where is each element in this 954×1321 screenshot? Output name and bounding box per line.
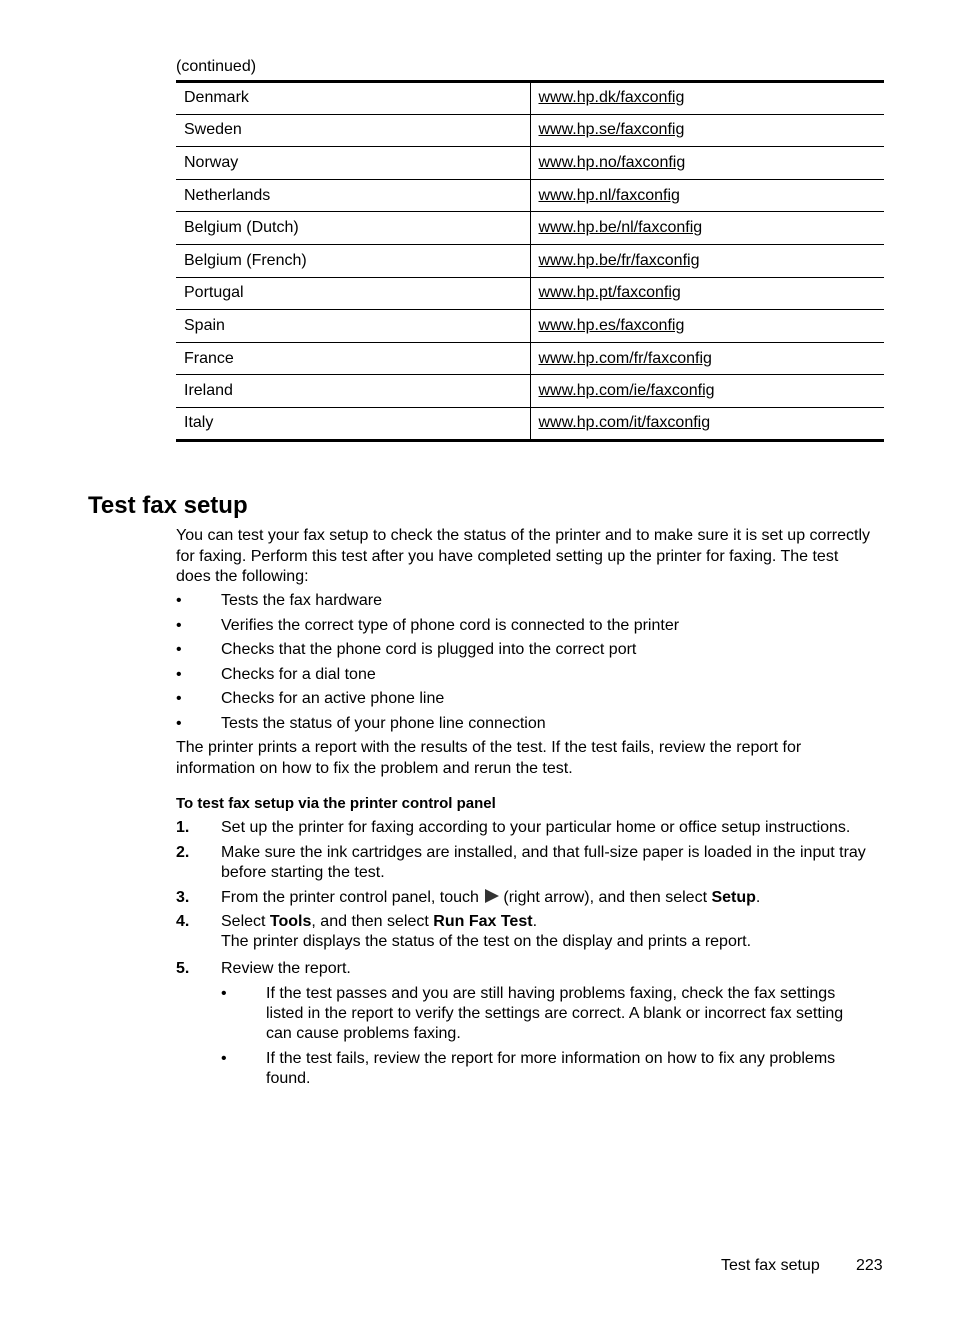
table-row — [176, 147, 884, 180]
list-item: • Checks for a dial tone — [176, 665, 376, 683]
country-cell: France — [176, 342, 530, 375]
step-text: Select Tools, and then select Run Fax Test. The printer displays the status of the test on the display and prints a report. — [221, 913, 752, 950]
bullet-marker: • — [176, 641, 182, 658]
intro-paragraph: You can test your fax setup to check the status of the printer and to make sure it is set up correctly for faxing. Perform this test after you have completed setting up the printer for faxing. The test does the following: — [176, 527, 870, 585]
country-cell: Sweden — [176, 114, 530, 147]
footer-section-title: Test fax setup — [721, 1257, 820, 1274]
step-number: 2. — [176, 844, 190, 861]
list-item: • Checks that the phone cord is plugged into the correct port — [176, 641, 637, 658]
faxconfig-link[interactable]: www.hp.com/ie/faxconfig — [538, 382, 715, 400]
step-number: 3. — [176, 889, 190, 906]
country-cell: Belgium (French) — [176, 244, 530, 277]
step-text: Review the report. — [221, 960, 351, 977]
step-number: 1. — [176, 819, 190, 836]
step-text: Set up the printer for faxing according to your particular home or office setup instructions. — [221, 819, 851, 836]
table-row — [176, 375, 884, 408]
bullet-marker: • — [176, 592, 182, 609]
bullet-marker: • — [221, 985, 227, 1002]
bullet-marker: • — [176, 665, 182, 683]
bullet-marker: • — [176, 714, 182, 732]
country-cell: Norway — [176, 147, 530, 180]
country-cell: Portugal — [176, 277, 530, 310]
right-arrow-icon — [485, 889, 499, 903]
country-cell: Spain — [176, 310, 530, 343]
table-row — [176, 244, 884, 277]
page-number: 223 — [856, 1257, 883, 1274]
continued-label: (continued) — [176, 58, 257, 75]
list-item: • Tests the status of your phone line connection — [176, 714, 546, 732]
step-text: Make sure the ink cartridges are installed, and that full-size paper is loaded in the input tray before starting the test. — [221, 844, 866, 881]
table-row — [176, 407, 884, 440]
faxconfig-link[interactable]: www.hp.com/it/faxconfig — [538, 414, 711, 432]
bullet-marker: • — [176, 690, 182, 707]
faxconfig-link[interactable]: www.hp.es/faxconfig — [538, 316, 685, 334]
bullet-marker: • — [176, 616, 182, 634]
country-cell: Belgium (Dutch) — [176, 212, 530, 245]
manual-page: (continued) Denmark www.hp.dk/faxconfig Sweden www.hp.se/faxconfig Norway www.hp.no/faxconfig Netherlands www.hp.nl/faxconfig Belgium (Dutch) www.hp.be/nl/faxconfig Belgium (French) www.hp.be/fr/faxconfig Portugal www.hp.pt/faxconfig Spain www.hp.es/faxconfig France www.hp.com/fr/faxconfig Ireland www.hp.com/ie/faxconfig Italy www.hp.com/it/faxconfig Test fax setup You can test your fax setup to check the status of the printer and to make sure it is set up correctly for faxing. Perform this test after you have completed setting up the printer for faxing. The test does the following: • Tests the fax hardware • Verifies the correct type of phone cord is connected to the printer • Checks that the phone cord is plugged into the correct port • Checks for a dial tone • Checks for an active phone line • Tests the status of your phone line connection The printer prints a report with the results of the test. If the test fails, review the report for information on how to fix the problem and rerun the test. To test fax setup via the printer control panel 1. Set up the printer for faxing according to your particular home or office setup instructions. 2. Make sure the ink cartridges are installed, and that full-size paper is loaded in the input tray before starting the test. 3. From the printer control panel, touch (right arrow), and then select Setup. 4. Select Tools, and then select Run Fax Test. The printer displays the status of the test on the display and prints a report. 5. Review the report. • If the test passes and you are still having problems faxing, check the fax settings listed in the report to verify the settings are correct. A blank or incorrect fax setting can cause problems faxing. • If the test fails, review the report for more information on how to fix any problems found. Test fax setup 223 — [88, 58, 883, 1274]
faxconfig-link[interactable]: www.hp.dk/faxconfig — [538, 89, 685, 107]
step-text: From the printer control panel, touch (right arrow), and then select Setup. — [221, 889, 761, 906]
section-title: Test fax setup — [88, 492, 248, 519]
fax-config-table-wrapper — [176, 80, 884, 442]
faxconfig-link[interactable]: www.hp.se/faxconfig — [538, 121, 685, 139]
faxconfig-link[interactable]: www.hp.be/nl/faxconfig — [538, 219, 703, 237]
step-number: 4. — [176, 913, 190, 930]
list-item: • Verifies the correct type of phone cord is connected to the printer — [176, 616, 680, 634]
country-cell: Denmark — [176, 82, 530, 115]
table-row — [176, 212, 884, 245]
table-row — [176, 179, 884, 212]
table-row — [176, 82, 884, 115]
table-row — [176, 114, 884, 147]
faxconfig-link[interactable]: www.hp.pt/faxconfig — [538, 284, 681, 302]
country-cell: Italy — [176, 407, 530, 440]
table-row — [176, 310, 884, 343]
faxconfig-link[interactable]: www.hp.com/fr/faxconfig — [538, 349, 712, 367]
table-row — [176, 277, 884, 310]
step-note: The printer displays the status of the test on the display and prints a report. — [221, 933, 752, 950]
country-cell: Ireland — [176, 375, 530, 408]
list-item: • Tests the fax hardware — [176, 592, 382, 609]
step-number: 5. — [176, 960, 190, 977]
country-cell: Netherlands — [176, 179, 530, 212]
test-checks-list — [176, 591, 876, 738]
list-item: • Checks for an active phone line — [176, 690, 445, 707]
procedure-title: To test fax setup via the printer control panel — [176, 795, 496, 812]
faxconfig-link[interactable]: www.hp.be/fr/faxconfig — [538, 251, 700, 269]
faxconfig-link[interactable]: www.hp.nl/faxconfig — [538, 186, 680, 204]
bullet-marker: • — [221, 1050, 227, 1067]
faxconfig-link[interactable]: www.hp.no/faxconfig — [538, 153, 686, 171]
fax-config-table — [176, 80, 884, 442]
result-paragraph: The printer prints a report with the results of the test. If the test fails, review the report for information on how to fix the problem and rerun the test. — [176, 739, 802, 777]
table-row — [176, 342, 884, 375]
